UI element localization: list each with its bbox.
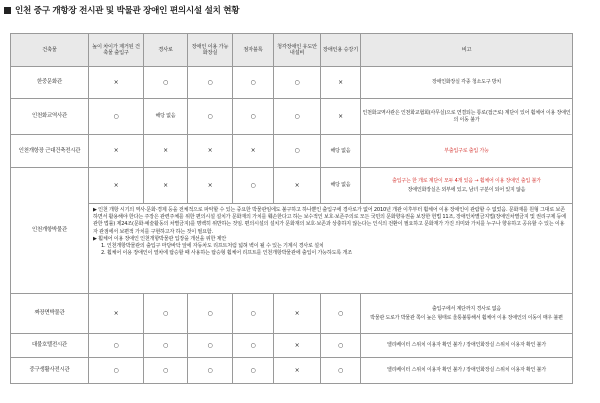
status-cell: × bbox=[274, 334, 321, 358]
status-cell: ○ bbox=[233, 334, 274, 358]
title-text: 인천 중구 개항장 전시관 및 박물관 장애인 편의시설 설치 현황 bbox=[15, 6, 240, 16]
header-cell: 장애인 이용 가능 화장실 bbox=[188, 34, 233, 67]
header-cell: 점자블록 bbox=[233, 34, 274, 67]
remark-cell bbox=[361, 294, 573, 334]
status-cell: 해당 없음 bbox=[321, 135, 361, 168]
status-cell: ○ bbox=[321, 358, 361, 384]
status-cell: × bbox=[89, 294, 144, 334]
status-cell: × bbox=[274, 294, 321, 334]
status-cell: ○ bbox=[274, 135, 321, 168]
remark-cell: 인천화교역사관은 인천화교협회(사무실)으로 연결되는 통로(접근로) 계단이 있어 휠체어 이용 장애인의 이동 불가 bbox=[361, 99, 573, 135]
status-cell: ○ bbox=[188, 294, 233, 334]
header-cell: 장애인용 승강기 bbox=[321, 34, 361, 67]
museum-detail-text bbox=[89, 204, 573, 294]
table-row bbox=[11, 135, 573, 168]
status-cell: × bbox=[233, 135, 274, 168]
status-cell: × bbox=[144, 168, 188, 204]
status-cell: ○ bbox=[89, 334, 144, 358]
status-cell: ○ bbox=[274, 67, 321, 99]
remark-cell: 부출입구로 출입 가능 bbox=[361, 135, 573, 168]
status-cell: × bbox=[188, 135, 233, 168]
table-row bbox=[11, 358, 573, 384]
status-cell: × bbox=[274, 358, 321, 384]
remark-line: 박물관 도로가 박물관 쪽이 높은 형태로 울퉁불퉁해서 휠체어 이용 장애인의 이동이 매우 불편 bbox=[370, 314, 563, 321]
status-cell: × bbox=[321, 67, 361, 99]
detail-paragraph: 1. 인천개항박물관의 출입구 마당바닥 앞에 자동차도 리프트처럼 넓혀 벽이 될 수 있는 기계식 경사로 설치 bbox=[101, 243, 324, 250]
building-name: 인천개항박물관 bbox=[11, 168, 89, 294]
status-cell: × bbox=[89, 67, 144, 99]
status-cell: ○ bbox=[188, 334, 233, 358]
remark-line: 출입구는 한 개로 계단이 모두 4개 있음 → 휠체어 이용 장애인 출입 불가 bbox=[392, 178, 541, 185]
detail-paragraph: 2. 휠체어 이용 장애인이 열차에 탑승할 때 사용하는 탑승형 휠체어 리프트를 인천개항박물관에 출입이 가능하도록 개조 bbox=[101, 250, 352, 257]
status-cell: ○ bbox=[144, 67, 188, 99]
status-cell: ○ bbox=[233, 67, 274, 99]
remark-line: 장애인화장실은 외부에 있고, 남녀 구분이 되어 있지 않음 bbox=[407, 186, 526, 193]
facility-table bbox=[10, 33, 573, 384]
header-cell: 경사로 bbox=[144, 34, 188, 67]
header-cell: 건축물 bbox=[11, 34, 89, 67]
status-cell: ○ bbox=[144, 294, 188, 334]
status-cell: × bbox=[321, 99, 361, 135]
status-cell: 해당 없음 bbox=[321, 168, 361, 204]
table-row bbox=[11, 67, 573, 99]
header-row bbox=[11, 34, 573, 67]
table-row bbox=[11, 204, 573, 294]
table-row bbox=[11, 168, 573, 204]
remark-cell: 엘리베이터 스위치 이용자 확인 불가 / 장애인화장실 스위치 이용자 확인 불가 bbox=[361, 358, 573, 384]
status-cell: ○ bbox=[144, 334, 188, 358]
status-cell: × bbox=[144, 135, 188, 168]
status-cell: ○ bbox=[188, 99, 233, 135]
status-cell: 해당 없음 bbox=[144, 99, 188, 135]
header-cell: 높이 차이가 제거된 건축물 출입구 bbox=[89, 34, 144, 67]
status-cell: ○ bbox=[89, 99, 144, 135]
building-name: 대불호텔전시관 bbox=[11, 334, 89, 358]
status-cell: ○ bbox=[233, 168, 274, 204]
status-cell: ○ bbox=[233, 294, 274, 334]
header-cell: 비고 bbox=[361, 34, 573, 67]
detail-paragraph: ▶ 휠체어 이용 장애인 인천개항박물관 입장을 개선을 위한 제안 bbox=[93, 235, 227, 242]
building-name: 한중문화관 bbox=[11, 67, 89, 99]
table-row bbox=[11, 294, 573, 334]
status-cell: × bbox=[274, 168, 321, 204]
detail-paragraph: ▶ 인천 개항 시기의 역사·문화·경제 등을 전체적으로 파악할 수 있는 중요한 박물관임에도 불구하고 하나뿐인 출입구에 경사로가 없어 2010년 개관 이후부터 휠체어 이용 장애인이 관람할 수 없었음. 문화재를 원형 그대로 보존하면서 활용해야 한다는 주장은 관련주체를 위한 편의시설 설치가 문화재의 가치를 훼손한다고 하는 보수적인 보호·보존주의로 모든 국민의 문화향유권을 보장한 헌법 11조, 장애인차별금지법(장애인차별금지 및 권리구제 등에 관한 법률) 제24조(문화·예술활동의 차별금지)를 명백히 위반하는 것임. 편의시설의 설치가 문화재의 보호·보존과 상충하지 않는다는 인식의 전환이 필요하고 문화재가 가진 의미와 가치를 누구나 향유하고 공유할 수 있는 이용자 관점에서 보편적 가치를 구현하고자 하는 것이 필요함. bbox=[93, 207, 566, 235]
status-cell: ○ bbox=[233, 358, 274, 384]
building-name: 인천개항장 근대건축전시관 bbox=[11, 135, 89, 168]
building-name: 짜장면박물관 bbox=[11, 294, 89, 334]
building-name: 중구생활사전시관 bbox=[11, 358, 89, 384]
status-cell: ○ bbox=[144, 358, 188, 384]
table-row bbox=[11, 99, 573, 135]
status-cell: ○ bbox=[274, 99, 321, 135]
status-cell: ○ bbox=[188, 358, 233, 384]
remark-cell bbox=[361, 168, 573, 204]
status-cell: ○ bbox=[233, 99, 274, 135]
status-cell: ○ bbox=[321, 334, 361, 358]
remark-line: 출입구에서 계단까지 경사로 없음 bbox=[432, 306, 501, 313]
status-cell: × bbox=[89, 168, 144, 204]
remark-cell: 엘리베이터 스위치 이용자 확인 불가 / 장애인화장실 스위치 이용자 확인 불가 bbox=[361, 334, 573, 358]
status-cell: ○ bbox=[188, 67, 233, 99]
header-cell: 청각장애인 유도안내설비 bbox=[274, 34, 321, 67]
status-cell: × bbox=[89, 135, 144, 168]
document-title bbox=[4, 2, 239, 18]
remark-cell: 장애인화장실 각종 청소도구 방치 bbox=[361, 67, 573, 99]
table-row bbox=[11, 334, 573, 358]
status-cell: × bbox=[188, 168, 233, 204]
status-cell: ○ bbox=[321, 294, 361, 334]
building-name: 인천화교역사관 bbox=[11, 99, 89, 135]
status-cell: ○ bbox=[89, 358, 144, 384]
bullet-square-icon bbox=[4, 7, 11, 14]
